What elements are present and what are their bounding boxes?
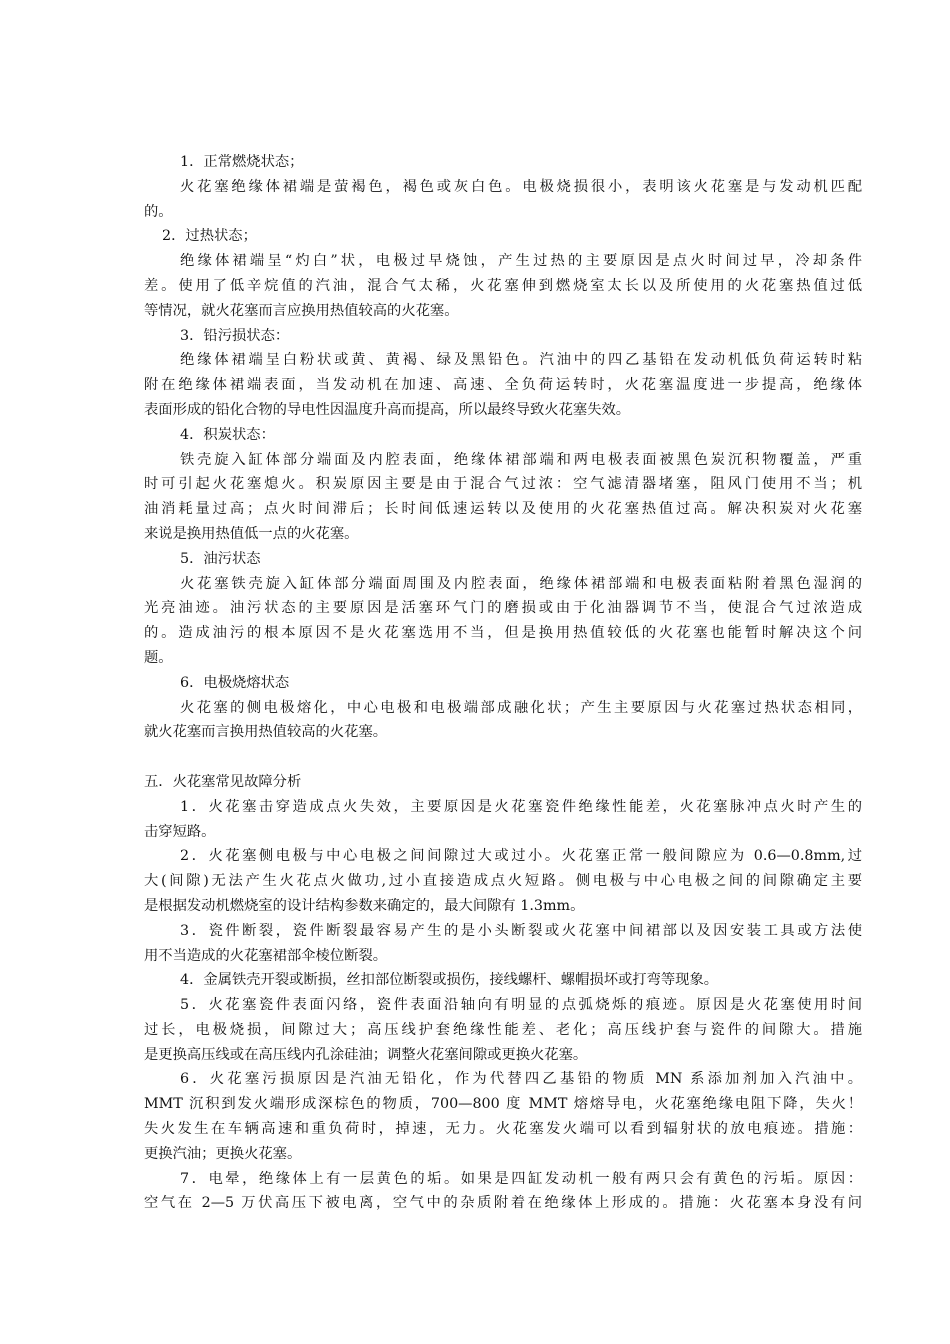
text-line: 绝缘体裙端呈“灼白”状，电极过早烧蚀，产生过热的主要原因是点火时间过早，冷却条件 [180,253,862,270]
text-line: 火花塞铁壳旋入缸体部分端面周围及内腔表面，绝缘体裙部端和电极表面粘附着黑色湿润的 [180,575,862,592]
section-heading: 4．积炭状态： [180,426,275,443]
text-line: MMT 沉积到发火端形成深棕色的物质，700—800 度 MMT 熔熔导电，火花塞绝缘电阻下降，失火！ [144,1096,862,1113]
text-line: 铁壳旋入缸体部分端面及内腔表面，绝缘体裙部端和两电极表面被黑色炭沉积物覆盖，严重 [180,451,862,468]
text-line: 用不当造成的火花塞裙部伞棱位断裂。 [144,947,388,964]
text-line: 是更换高压线或在高压线内孔涂硅油；调整火花塞间隙或更换火花塞。 [144,1046,588,1063]
text-line: 1．火花塞击穿造成点火失效，主要原因是火花塞瓷件绝缘性能差，火花塞脉冲点火时产生的 [180,798,862,815]
text-line: 等情况，就火花塞而言应换用热值较高的火花塞。 [144,302,459,319]
text-line: 表面形成的铅化合物的导电性因温度升高而提高，所以最终导致火花塞失效。 [144,401,631,418]
text-line: 6．火花塞污损原因是汽油无铅化，作为代替四乙基铅的物质 MN 系添加剂加入汽油中。 [180,1071,862,1088]
text-line: 4．金属铁壳开裂或断损，丝扣部位断裂或损伤，接线螺杆、螺帽损坏或打弯等现象。 [180,972,719,989]
text-line: 火花塞的侧电极熔化，中心电极和电极端部成融化状；产生主要原因与火花塞过热状态相同， [180,699,862,716]
text-line: 空气在 2—5 万伏高压下被电离，空气中的杂质附着在绝缘体上形成的。措施：火花塞本身没有问 [144,1195,862,1212]
text-line: 更换汽油；更换火花塞。 [144,1145,302,1162]
text-line: 就火花塞而言换用热值较高的火花塞。 [144,724,388,741]
section-heading: 五．火花塞常见故障分析 [144,773,302,790]
text-line: 2．火花塞侧电极与中心电极之间间隙过大或过小。火花塞正常一般间隙应为 0.6—0.8mm,过 [180,848,862,865]
section-heading: 3．铅污损状态： [180,327,290,344]
text-line: 是根据发动机燃烧室的设计结构参数来确定的，最大间隙有 1.3mm。 [144,897,585,914]
section-heading: 2．过热状态； [162,228,257,245]
text-line: 击穿短路。 [144,823,216,840]
text-line: 附在绝缘体裙端表面，当发动机在加速、高速、全负荷运转时，火花塞温度进一步提高，绝缘体 [144,377,862,394]
section-heading: 1．正常燃烧状态； [180,154,304,170]
section-heading: 5．油污状态 [180,550,261,567]
text-line: 7．电晕，绝缘体上有一层黄色的垢。如果是四缸发动机一般有两只会有黄色的污垢。原因： [180,1170,862,1187]
text-line: 失火发生在车辆高速和重负荷时，掉速，无力。火花塞发火端可以看到辐射状的放电痕迹。措施： [144,1121,862,1138]
text-line: 过长，电极烧损，间隙过大；高压线护套绝缘性能差、老化；高压线护套与瓷件的间隙大。措施 [144,1021,862,1038]
text-line: 的。造成油污的根本原因不是火花塞选用不当，但是换用热值较低的火花塞也能暂时解决这个问 [144,625,862,642]
text-line: 大(间隙)无法产生火花点火做功,过小直接造成点火短路。侧电极与中心电极之间的间隙确定主要 [144,873,862,890]
text-line: 来说是换用热值低一点的火花塞。 [144,525,359,542]
text-line: 5．火花塞瓷件表面闪络，瓷件表面沿轴向有明显的点弧烧烁的痕迹。原因是火花塞使用时间 [180,997,862,1014]
text-line: 绝缘体裙端呈白粉状或黄、黄褐、绿及黑铅色。汽油中的四乙基铅在发动机低负荷运转时粘 [180,352,862,369]
document-page [144,150,862,1216]
text-line: 火花塞绝缘体裙端是萤褐色，褐色或灰白色。电极烧损很小，表明该火花塞是与发动机匹配 [180,178,862,195]
text-line: 题。 [144,649,173,666]
text-line: 3．瓷件断裂，瓷件断裂最容易产生的是小头断裂或火花塞中间裙部以及因安装工具或方法使 [180,922,862,939]
text-line: 差。使用了低辛烷值的汽油，混合气太稀，火花塞伸到燃烧室太长以及所使用的火花塞热值过低 [144,277,862,294]
text-line: 时可引起火花塞熄火。积炭原因主要是由于混合气过浓：空气滤清器堵塞，阻风门使用不当；机 [144,476,862,493]
text-line: 油消耗量过高；点火时间滞后；长时间低速运转以及使用的火花塞热值过高。解决积炭对火花塞 [144,501,862,518]
text-line: 光亮油迹。油污状态的主要原因是活塞环气门的磨损或由于化油器调节不当，使混合气过浓造成 [144,600,862,617]
blank-line [144,745,862,770]
text-line: 的。 [144,203,173,220]
section-heading: 6．电极烧熔状态 [180,674,290,691]
